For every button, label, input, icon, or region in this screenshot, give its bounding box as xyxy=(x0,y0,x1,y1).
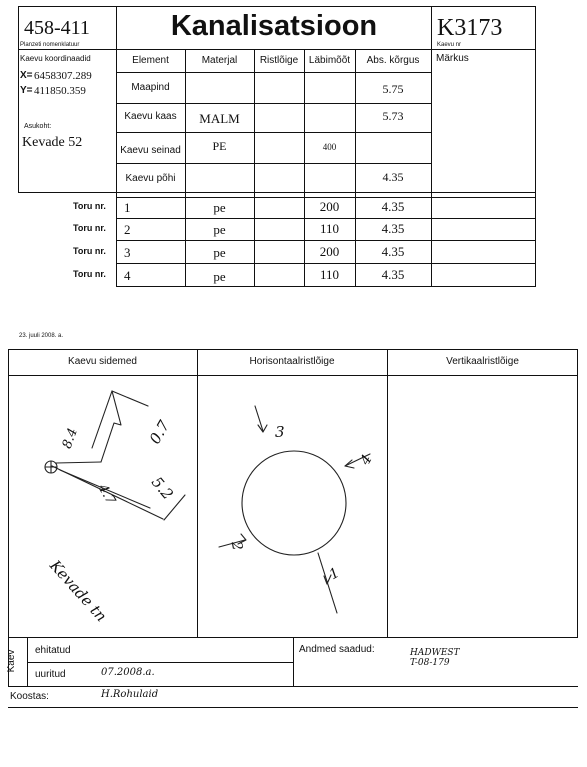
pipe-elevation: 4.35 xyxy=(381,267,405,282)
surveyed-value: 07.2008.a. xyxy=(101,667,155,678)
pipe-elevation: 4.35 xyxy=(381,221,405,236)
hw-dim-52: 5.2 xyxy=(147,473,177,504)
sheet-number: 458-411 xyxy=(24,17,90,39)
x-value: 6458307.289 xyxy=(34,70,92,82)
page-title: Kanalisatsioon xyxy=(170,10,378,42)
footer-side-label: Kaev xyxy=(6,649,17,673)
pipe-nr: 1 xyxy=(124,200,131,215)
y-value: 411850.359 xyxy=(34,85,86,97)
y-label: Y= xyxy=(20,85,33,96)
row-element: Maapind xyxy=(131,82,170,93)
row-element: Kaevu kaas xyxy=(124,111,177,122)
col-sketch-horizontal: Horisontaalristlõige xyxy=(249,356,335,367)
hw-dim-84: 8.4 xyxy=(59,426,81,451)
hw-dim-07: 0.7 xyxy=(145,417,174,448)
hw-dim-47: 4.7 xyxy=(94,481,119,508)
divider xyxy=(8,707,578,708)
row-material: MALM xyxy=(199,111,240,126)
col-header-element: Element xyxy=(132,55,169,66)
pipe-label: Toru nr. xyxy=(73,246,106,256)
sheet-number-caption: Planzeti nomenklatuur xyxy=(20,42,80,48)
well-id: K3173 xyxy=(437,15,503,41)
col-header-material: Materjal xyxy=(201,55,238,66)
pipe-diameter: 110 xyxy=(319,267,340,282)
pipe-label: Toru nr. xyxy=(73,201,106,211)
pipe-label: Toru nr. xyxy=(73,269,106,279)
source-value-1: HADWEST xyxy=(410,648,460,658)
col-header-cross: Ristlõige xyxy=(259,55,299,66)
col-header-remarks: Märkus xyxy=(436,53,469,64)
pipe-label: Toru nr. xyxy=(73,223,106,233)
built-label: ehitatud xyxy=(35,645,71,656)
pipe-diameter: 110 xyxy=(319,221,340,236)
row-element: Kaevu põhi xyxy=(125,173,176,184)
hw-pipe-1: 1 xyxy=(326,564,343,584)
col-sketch-links: Kaevu sidemed xyxy=(68,356,137,367)
pipe-material: pe xyxy=(213,222,226,237)
row-elevation: 5.73 xyxy=(382,109,404,123)
pipe-nr: 3 xyxy=(124,245,131,260)
pipe-material: pe xyxy=(213,269,226,284)
row-elevation: 4.35 xyxy=(382,170,404,184)
surveyed-label: uuritud xyxy=(35,669,66,680)
row-material: PE xyxy=(212,139,227,153)
col-header-elevation: Abs. kõrgus xyxy=(366,55,420,66)
hw-pipe-2: 2 xyxy=(227,540,246,552)
author-label: Koostas: xyxy=(10,691,49,702)
author-value: H.Rohulaid xyxy=(101,689,159,700)
pipe-diameter: 200 xyxy=(319,244,340,259)
well-id-caption: Kaevu nr xyxy=(437,42,462,48)
pipe-material: pe xyxy=(213,200,226,215)
source-label: Andmed saadud: xyxy=(299,644,375,655)
hw-pipe-4: 4 xyxy=(357,452,376,468)
coords-label: Kaevu koordinaadid xyxy=(20,54,91,63)
date-note: 23. juuli 2008. a. xyxy=(19,333,64,339)
pipe-diameter: 200 xyxy=(319,199,340,214)
row-diameter: 400 xyxy=(322,142,337,152)
divider xyxy=(27,662,293,663)
divider xyxy=(293,638,294,686)
pipe-elevation: 4.35 xyxy=(381,244,405,259)
col-sketch-vertical: Vertikaalristlõige xyxy=(446,356,519,367)
row-elevation: 5.75 xyxy=(382,82,404,96)
pipe-nr: 2 xyxy=(124,222,131,237)
pipe-elevation: 4.35 xyxy=(381,199,405,214)
pipe-material: pe xyxy=(213,245,226,260)
col-header-diameter: Läbimõõt xyxy=(308,55,351,66)
hw-pipe-3: 3 xyxy=(275,423,285,441)
hw-street: Kevade tn xyxy=(46,556,111,626)
source-value-2: T-08-179 xyxy=(410,658,450,668)
row-element: Kaevu seinad xyxy=(120,145,181,156)
divider xyxy=(8,686,578,687)
location-value: Kevade 52 xyxy=(22,135,83,150)
pipe-nr: 4 xyxy=(124,268,131,283)
location-label: Asukoht: xyxy=(24,123,52,130)
x-label: X= xyxy=(20,70,33,81)
